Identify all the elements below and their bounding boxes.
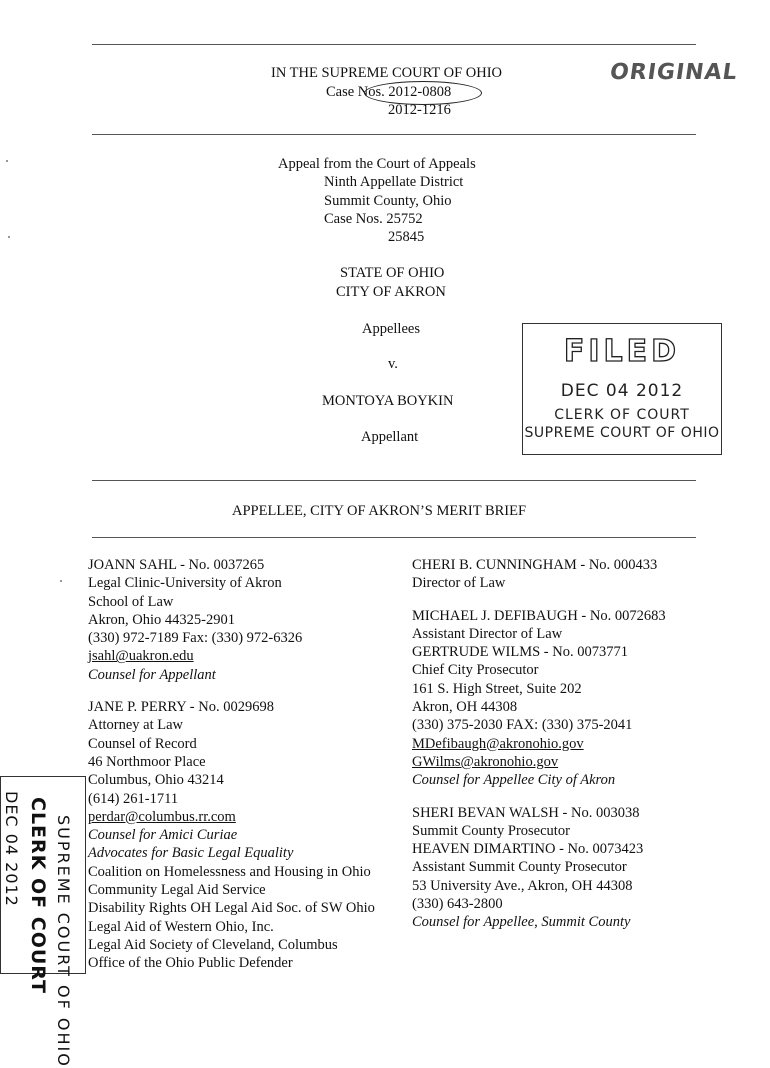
side-stamp-clerk: CLERK OF COURT [27,797,49,995]
amicus-item: Advocates for Basic Legal Equality [88,845,294,862]
court-name: IN THE SUPREME COURT OF OHIO [271,65,503,81]
versus: v. [388,356,398,372]
right-counsel-column [412,556,666,932]
brief-title: APPELLEE, CITY OF AKRON’S MERIT BRIEF [232,503,527,519]
scan-speck [8,236,10,238]
perry-city: Columbus, Ohio 43214 [88,772,224,789]
appeal-line-4: Case Nos. 25752 [324,210,423,227]
scan-speck [60,580,62,582]
filed-stamp-clerk: CLERK OF COURT [554,407,690,423]
defibaugh-email-link[interactable]: MDefibaugh@akronohio.gov [412,735,584,752]
amicus-item: Legal Aid Society of Cleveland, Columbus [88,936,338,953]
appeal-line-3: Summit County, Ohio [324,192,452,209]
perry-email-link[interactable]: perdar@columbus.rr.com [88,808,236,825]
sahl-school: School of Law [88,593,174,610]
amicus-item: Disability Rights OH Legal Aid Soc. of SW Ohio [88,900,375,917]
akron-role: Counsel for Appellee City of Akron [412,772,616,789]
side-received-stamp [0,776,86,1068]
amicus-item: Coalition on Homelessness and Housing in Ohio [88,863,371,880]
left-counsel-column [88,556,375,973]
filed-stamp-court: SUPREME COURT OF OHIO [524,425,720,441]
original-stamp: ORIGINAL [608,60,740,85]
akron-phone: (330) 375-2030 FAX: (330) 375-2041 [412,717,633,734]
filed-stamp [522,323,722,455]
perry-record: Counsel of Record [88,735,197,752]
dimartino-name: HEAVEN DIMARTINO - No. 0073423 [412,841,644,858]
title-bottom-rule [92,537,696,538]
perry-street: 46 Northmoor Place [88,753,206,770]
wilms-title: Chief City Prosecutor [412,662,539,679]
perry-title: Attorney at Law [88,717,184,734]
summit-street: 53 University Ave., Akron, OH 44308 [412,877,633,894]
sahl-email-link[interactable]: jsahl@uakron.edu [88,648,194,665]
wilms-email-link[interactable]: GWilms@akronohio.gov [412,753,559,770]
wilms-name: GERTRUDE WILMS - No. 0073771 [412,644,628,661]
perry-phone: (614) 261-1711 [88,790,179,807]
summit-role: Counsel for Appellee, Summit County [412,914,631,931]
filed-stamp-word: FILED [563,334,681,369]
sahl-city: Akron, Ohio 44325-2901 [88,611,236,628]
defibaugh-name: MICHAEL J. DEFIBAUGH - No. 0072683 [412,607,666,624]
side-stamp-court: SUPREME COURT OF OHIO [54,815,73,1068]
header-bottom-rule [92,134,696,135]
appellees-label: Appellees [362,321,420,337]
amicus-item: Legal Aid of Western Ohio, Inc. [88,918,274,935]
side-stamp-date: DEC 04 2012 [2,791,21,907]
appeal-line-2: Ninth Appellate District [324,174,464,191]
walsh-title: Summit County Prosecutor [412,822,570,839]
appellee-city: CITY OF AKRON [336,284,446,300]
sahl-org: Legal Clinic-University of Akron [88,575,282,592]
dimartino-title: Assistant Summit County Prosecutor [412,859,627,876]
amicus-item: Office of the Ohio Public Defender [88,955,293,972]
top-rule [92,44,696,45]
cunningham-name: CHERI B. CUNNINGHAM - No. 000433 [412,557,658,573]
appeal-block [278,155,476,246]
filed-stamp-date: DEC 04 2012 [560,381,684,401]
appeal-line-1: Appeal from the Court of Appeals [278,156,476,172]
akron-street: 161 S. High Street, Suite 202 [412,680,582,697]
title-top-rule [92,480,696,481]
appellant-name: MONTOYA BOYKIN [322,393,454,409]
sahl-name: JOANN SAHL - No. 0037265 [88,557,265,573]
cunningham-title: Director of Law [412,575,506,592]
sahl-phone: (330) 972-7189 Fax: (330) 972-6326 [88,630,303,647]
defibaugh-title: Assistant Director of Law [412,625,563,642]
appeal-line-5: 25845 [388,229,425,246]
akron-city: Akron, OH 44308 [412,699,518,716]
scan-speck [6,160,8,162]
appellant-label: Appellant [361,429,419,445]
case-numbers-label: Case Nos. 2012-0808 [326,84,452,100]
case-number-2: 2012-1216 [388,102,451,118]
perry-name: JANE P. PERRY - No. 0029698 [88,699,274,716]
sahl-role: Counsel for Appellant [88,666,216,683]
walsh-name: SHERI BEVAN WALSH - No. 003038 [412,804,640,821]
amicus-item: Community Legal Aid Service [88,882,266,899]
summit-phone: (330) 643-2800 [412,896,503,913]
perry-role: Counsel for Amici Curiae [88,827,238,844]
appellee-state: STATE OF OHIO [340,265,445,281]
